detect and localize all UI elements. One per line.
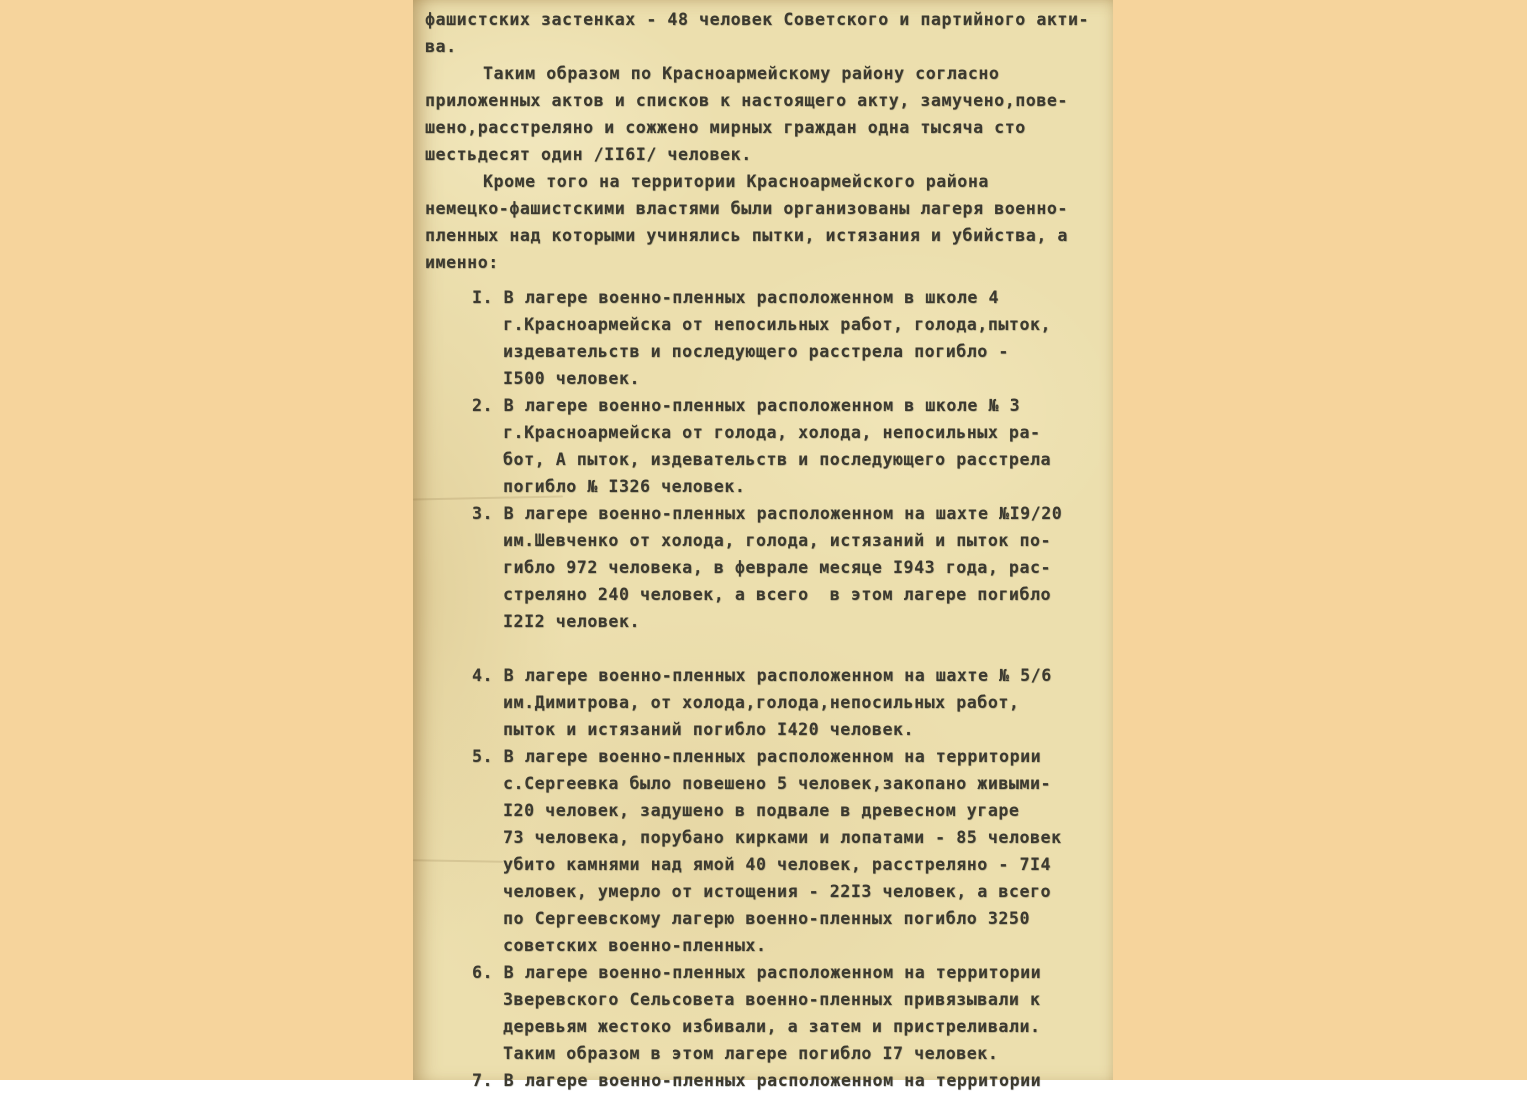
- paragraph-line: приложенных актов и списков к настоящего акту, замучено,пове-: [425, 91, 1068, 110]
- paragraph-line: именно:: [425, 253, 499, 272]
- list-item-line: гибло 972 человека, в феврале месяце I943 года, рас-: [503, 558, 1052, 577]
- blank-line: [425, 635, 1113, 662]
- paragraph-line: Таким образом по Красноармейскому району согласно: [483, 64, 1000, 83]
- document-page: [413, 0, 1113, 1090]
- list-item-number: 7.: [472, 1071, 494, 1090]
- list-item-line: [425, 1067, 1113, 1094]
- list-item-text: В лагере военно-пленных расположенном в школе 4: [503, 288, 1000, 307]
- intro-paragraphs: [425, 6, 1113, 276]
- paragraph-line: Кроме того на территории Красноармейского района: [483, 172, 989, 191]
- list-item-text: В лагере военно-пленных расположенном на шахте № 5/6: [503, 666, 1052, 685]
- list-item-line: бот, А пыток, издевательств и последующего расстрела: [503, 450, 1052, 469]
- list-item-line: [425, 662, 1113, 689]
- list-item-number: 3.: [472, 504, 494, 523]
- list-item-line: I20 человек, задушено в подвале в древесном угаре: [503, 801, 1020, 820]
- list-item-line: им.Шевченко от холода, голода, истязаний и пыток по-: [503, 531, 1052, 550]
- list-item-number: 2.: [472, 396, 494, 415]
- list-item-line: издевательств и последующего расстрела погибло -: [503, 342, 1009, 361]
- list-item-line: г.Красноармейска от непосильных работ, голода,пыток,: [503, 315, 1052, 334]
- list-item-line: I2I2 человек.: [503, 612, 641, 631]
- list-item-line: [425, 392, 1113, 419]
- list-item-line: погибло № I326 человек.: [503, 477, 746, 496]
- list-item-text: В лагере военно-пленных расположенном на шахте №I9/20: [503, 504, 1063, 523]
- numbered-list: [425, 284, 1113, 1094]
- paragraph-line: фашистских застенках - 48 человек Советского и партийного акти-: [425, 10, 1090, 29]
- list-item-number: 6.: [472, 963, 494, 982]
- list-item-text: В лагере военно-пленных расположенном в школе № 3: [503, 396, 1021, 415]
- list-item-line: Зверевского Сельсовета военно-пленных привязывали к: [503, 990, 1041, 1009]
- list-item-number: I.: [472, 288, 494, 307]
- list-item-text: В лагере военно-пленных расположенном на территории: [503, 747, 1042, 766]
- paragraph-line: пленных над которыми учинялись пытки, истязания и убийства, а: [425, 226, 1068, 245]
- list-item-line: [425, 500, 1113, 527]
- list-item-number: 5.: [472, 747, 494, 766]
- list-item-text: В лагере военно-пленных расположенном на территории: [503, 1071, 1042, 1090]
- paragraph-line: шено,расстреляно и сожжено мирных граждан одна тысяча сто: [425, 118, 1026, 137]
- list-item-line: убито камнями над ямой 40 человек, расстреляно - 7I4: [503, 855, 1052, 874]
- list-item-line: пыток и истязаний погибло I420 человек.: [503, 720, 915, 739]
- list-item-line: советских военно-пленных.: [503, 936, 767, 955]
- paragraph-line: шестьдесят один /II6I/ человек.: [425, 145, 752, 164]
- list-item-line: [425, 959, 1113, 986]
- list-item-text: В лагере военно-пленных расположенном на территории: [503, 963, 1042, 982]
- list-item-line: I500 человек.: [503, 369, 641, 388]
- list-item-line: [425, 284, 1113, 311]
- list-item-line: человек, умерло от истощения - 22I3 человек, а всего: [503, 882, 1052, 901]
- list-item-line: [425, 743, 1113, 770]
- list-item-line: г.Красноармейска от голода, холода, непосильных ра-: [503, 423, 1041, 442]
- list-item-line: по Сергеевскому лагерю военно-пленных погибло 3250: [503, 909, 1031, 928]
- list-item-line: 73 человека, порубано кирками и лопатами - 85 человек: [503, 828, 1062, 847]
- list-item-line: им.Димитрова, от холода,голода,непосильных работ,: [503, 693, 1020, 712]
- list-item-line: с.Сергеевка было повешено 5 человек,закопано живыми-: [503, 774, 1052, 793]
- list-item-line: стреляно 240 человек, а всего в этом лагере погибло: [503, 585, 1052, 604]
- list-item-line: деревьям жестоко избивали, а затем и пристреливали.: [503, 1017, 1041, 1036]
- list-item-number: 4.: [472, 666, 494, 685]
- typewritten-text: [425, 6, 1113, 1094]
- list-item-line: Таким образом в этом лагере погибло I7 человек.: [503, 1044, 999, 1063]
- paragraph-line: немецко-фашистскими властями были организованы лагеря военно-: [425, 199, 1068, 218]
- paragraph-line: ва.: [425, 37, 457, 56]
